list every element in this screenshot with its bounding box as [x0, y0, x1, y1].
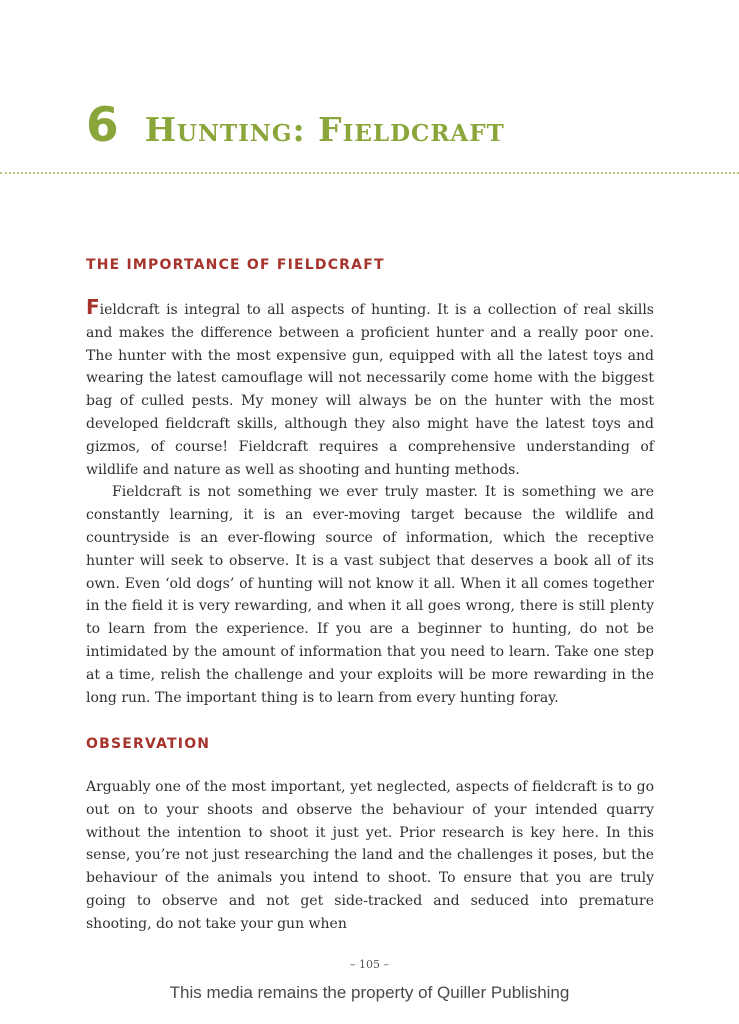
chapter-title: Hunting: Fieldcraft	[144, 110, 505, 149]
drop-cap: F	[86, 295, 100, 319]
paragraph: Arguably one of the most important, yet neglected, aspects of fieldcraft is to go out on to your shoots and observe the behaviour of your intended quarry without the intention to shoot it just yet. Prior research is key here. In this sense, you’re not just researching the land and the challenges it poses, but the behaviour of the animals you intend to shoot. To ensure that you are truly going to observe and not get side-tracked and seduced into premature shooting, do not take your gun when	[86, 779, 654, 932]
chapter-header	[86, 98, 686, 162]
section-body-importance	[86, 296, 654, 709]
section-body-observation	[86, 776, 654, 936]
watermark-text: This media remains the property of Quiller Publishing	[169, 983, 570, 1002]
chapter-number: 6	[86, 98, 119, 153]
paragraph-text: ieldcraft is integral to all aspects of hunting. It is a collection of real skills and makes the difference between a proficient hunter and a really poor one. The hunter with the most expensive gun, equipped with all the latest toys and wearing the latest camouflage will not necessarily come home with the biggest bag of culled pests. My money will always be on the hunter with the most developed fieldcraft skills, although they also might have the latest toys and gizmos, of course! Fieldcraft requires a comprehensive understanding of wildlife and nature as well as shooting and hunting methods.	[86, 302, 654, 478]
paragraph: Fieldcraft is not something we ever truly master. It is something we are constantly learning, it is an ever-moving target because the wildlife and countryside is an ever-flowing source of information, which the receptive hunter will seek to observe. It is a vast subject that deserves a book all of its own. Even ‘old dogs’ of hunting will not know it all. When it all comes together in the field it is very rewarding, and when it all goes wrong, there is still plenty to learn from the experience. If you are a beginner to hunting, do not be intimidated by the amount of information that you need to learn. Take one step at a time, relish the challenge and your exploits will be more rewarding in the long run. The important thing is to learn from every hunting foray.	[86, 484, 654, 706]
paragraph	[86, 296, 654, 481]
dotted-divider	[0, 172, 739, 174]
section-heading-importance: THE IMPORTANCE OF FIELDCRAFT	[86, 257, 385, 273]
page-number: – 105 –	[350, 958, 389, 971]
section-heading-observation: OBSERVATION	[86, 736, 211, 752]
